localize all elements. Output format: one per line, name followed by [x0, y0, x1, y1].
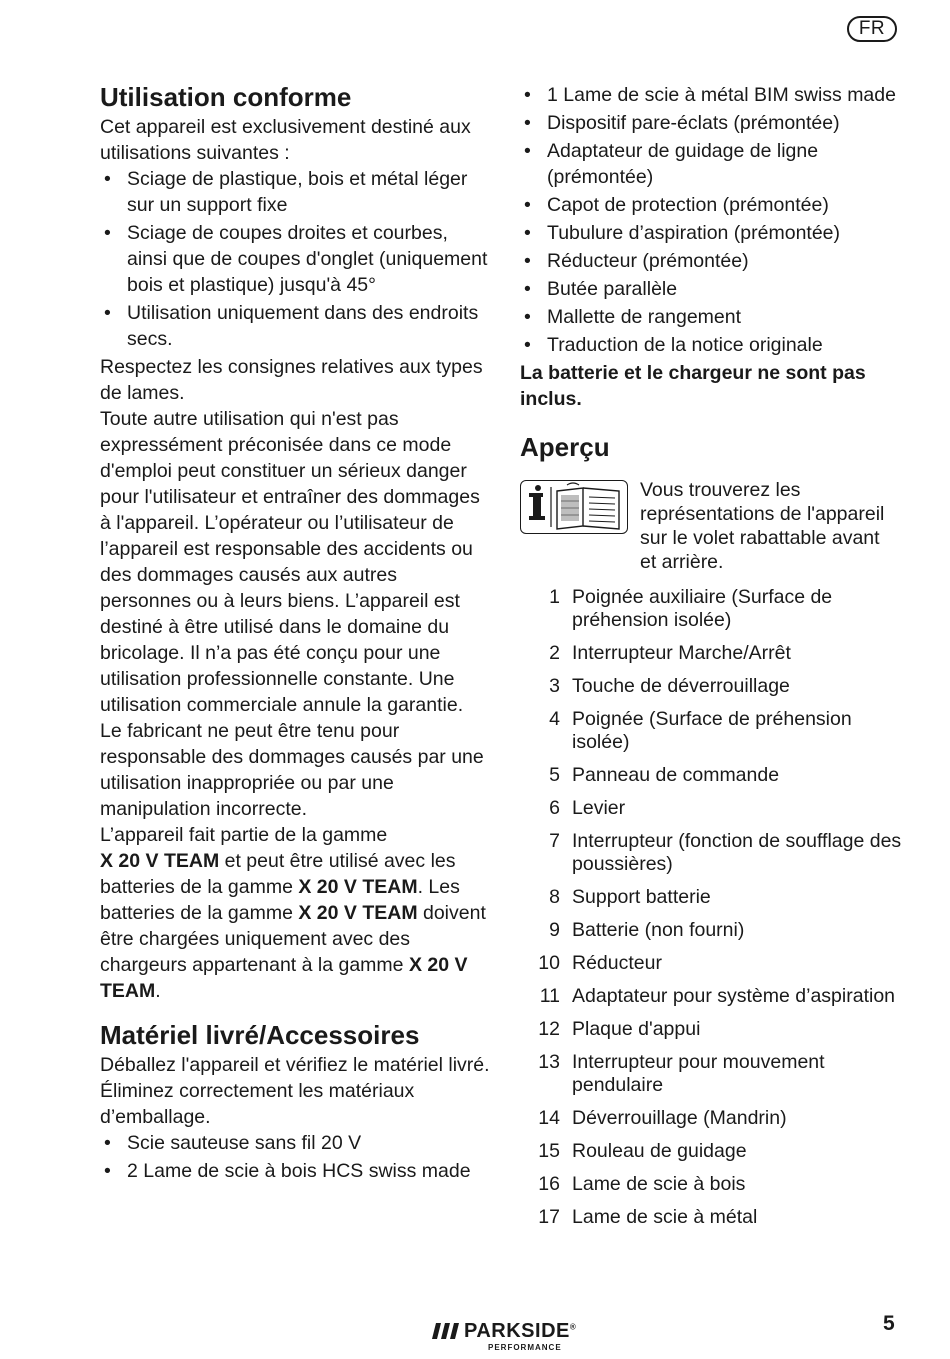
part-label: Lame de scie à bois: [572, 1173, 746, 1195]
logo-brand: [464, 1320, 576, 1343]
battery-not-included-note: La batterie et le chargeur ne sont pas inclus.: [520, 362, 866, 410]
range-name: X 20 V TEAM: [100, 954, 468, 1002]
parts-list-item: [520, 1107, 905, 1130]
part-number: 9: [549, 919, 560, 941]
range-text: . Les batteries de la gamme: [100, 876, 460, 924]
list-item: • Sciage de plastique, bois et métal léger sur un support fixe: [100, 166, 490, 218]
delivered-list-right: [520, 82, 905, 358]
logo-stripes-icon: [432, 1323, 460, 1339]
list-item: • Capot de protection (prémontée): [520, 192, 905, 218]
part-label: Panneau de commande: [572, 764, 780, 786]
right-column: [520, 82, 905, 1239]
list-item: • Mallette de rangement: [520, 304, 905, 330]
parts-list-item: [520, 1173, 905, 1196]
part-number: 5: [549, 764, 560, 786]
parkside-logo: [432, 1318, 582, 1354]
parts-list-item: [520, 1018, 905, 1041]
language-badge: FR: [847, 16, 897, 42]
part-number: 11: [539, 985, 560, 1007]
part-number: 8: [549, 886, 560, 908]
range-text: L’appareil fait partie de la gamme: [100, 824, 388, 846]
part-number: 3: [549, 675, 560, 697]
unpack-paragraph: Déballez l'appareil et vérifiez le matériel livré.: [100, 1054, 490, 1076]
part-label: Poignée auxiliaire (Surface de préhension isolée): [572, 586, 833, 631]
part-number: 1: [549, 586, 560, 608]
list-item: • Adaptateur de guidage de ligne (prémontée): [520, 138, 905, 190]
part-label: Touche de déverrouillage: [572, 675, 790, 697]
part-number: 10: [538, 952, 560, 974]
range-name: X 20 V TEAM: [100, 850, 220, 872]
part-label: Interrupteur (fonction de soufflage des poussières): [572, 830, 902, 875]
logo-subtitle: PERFORMANCE: [488, 1343, 562, 1352]
left-column: [100, 80, 490, 1186]
part-number: 16: [538, 1173, 560, 1195]
part-number: 12: [538, 1018, 560, 1040]
parts-list: [520, 586, 905, 1229]
parts-list-item: [520, 586, 905, 632]
page-number: 5: [883, 1312, 895, 1335]
part-label: Lame de scie à métal: [572, 1206, 758, 1228]
dispose-paragraph: Éliminez correctement les matériaux d’emballage.: [100, 1080, 415, 1128]
part-label: Batterie (non fourni): [572, 919, 745, 941]
range-name: X 20 V TEAM: [298, 876, 418, 898]
delivered-list-left: [100, 1130, 490, 1184]
list-item: • 1 Lame de scie à métal BIM swiss made: [520, 82, 905, 108]
part-label: Support batterie: [572, 886, 711, 908]
list-item: • Utilisation uniquement dans des endroits secs.: [100, 300, 490, 352]
part-label: Poignée (Surface de préhension isolée): [572, 708, 852, 753]
range-paragraph: [100, 822, 490, 1004]
list-item: • Butée parallèle: [520, 276, 905, 302]
part-label: Réducteur: [572, 952, 662, 974]
list-item: • 2 Lame de scie à bois HCS swiss made: [100, 1158, 490, 1184]
part-number: 7: [549, 830, 560, 852]
part-label: Adaptateur pour système d’aspiration: [572, 985, 896, 1007]
part-label: Interrupteur pour mouvement pendulaire: [572, 1051, 825, 1096]
logo-registered-mark: ®: [569, 1322, 577, 1332]
part-number: 15: [538, 1140, 560, 1162]
info-text: Vous trouverez les représentations de l'appareil sur le volet rabattable avant et arrière.: [640, 479, 885, 573]
parts-list-item: [520, 985, 905, 1008]
parts-list-item: [520, 797, 905, 820]
parts-list-item: [520, 952, 905, 975]
heading-intended-use: Utilisation conforme: [100, 82, 352, 112]
info-book-icon: [520, 480, 628, 534]
list-item: • Scie sauteuse sans fil 20 V: [100, 1130, 490, 1156]
blade-types-paragraph: Respectez les consignes relatives aux types de lames.: [100, 356, 483, 404]
parts-list-item: [520, 1140, 905, 1163]
parts-list-item: [520, 675, 905, 698]
part-number: 4: [549, 708, 560, 730]
part-number: 13: [538, 1051, 560, 1073]
part-number: 2: [549, 642, 560, 664]
part-number: 14: [538, 1107, 560, 1129]
logo-brand-text: PARKSIDE: [464, 1320, 570, 1342]
manufacturer-paragraph: Le fabricant ne peut être tenu pour responsable des dommages causés par une utilisation inappropriée ou par une manipulation incorrecte.: [100, 720, 484, 820]
part-label: Levier: [572, 797, 626, 819]
part-label: Déverrouillage (Mandrin): [572, 1107, 787, 1129]
range-text: et peut être utilisé avec les batteries de la gamme: [100, 850, 456, 898]
part-label: Interrupteur Marche/Arrêt: [572, 642, 791, 664]
heading-overview: Aperçu: [520, 432, 610, 462]
parts-list-item: [520, 886, 905, 909]
parts-list-item: [520, 1051, 905, 1097]
range-text: .: [155, 980, 161, 1002]
part-label: Rouleau de guidage: [572, 1140, 747, 1162]
parts-list-item: [520, 830, 905, 876]
list-item: • Tubulure d’aspiration (prémontée): [520, 220, 905, 246]
list-item: • Dispositif pare-éclats (prémontée): [520, 110, 905, 136]
uses-list: [100, 166, 490, 352]
parts-list-item: [520, 708, 905, 754]
part-number: 17: [538, 1206, 560, 1228]
parts-list-item: [520, 764, 905, 787]
parts-list-item: [520, 642, 905, 665]
other-use-paragraph: Toute autre utilisation qui n'est pas expressément préconisée dans ce mode d'emploi peut constituer un sérieux danger pour l'utilisateur et entraîner des dommages à l'appareil. L’opérateur ou l’utilisateur de l’appareil est responsable des accidents ou des dommages causés aux autres personnes ou à leurs biens. L’appareil est destiné à être utilisé dans le domaine du bricolage. Il n’a pas été conçu pour une utilisation professionnelle constante. Une utilisation commerciale annule la garantie.: [100, 408, 480, 716]
range-text: doivent être chargées uniquement avec des chargeurs appartenant à la gamme: [100, 902, 486, 976]
info-row: [520, 478, 905, 574]
list-item: • Réducteur (prémontée): [520, 248, 905, 274]
list-item: • Traduction de la notice originale: [520, 332, 905, 358]
intro-paragraph: Cet appareil est exclusivement destiné aux utilisations suivantes :: [100, 116, 471, 164]
range-name: X 20 V TEAM: [298, 902, 418, 924]
parts-list-item: [520, 1206, 905, 1229]
part-label: Plaque d'appui: [572, 1018, 701, 1040]
list-item: • Sciage de coupes droites et courbes, ainsi que de coupes d'onglet (uniquement bois et plastique) jusqu'à 45°: [100, 220, 490, 298]
parts-list-item: [520, 919, 905, 942]
part-number: 6: [549, 797, 560, 819]
heading-delivered-items: Matériel livré/Accessoires: [100, 1020, 420, 1050]
